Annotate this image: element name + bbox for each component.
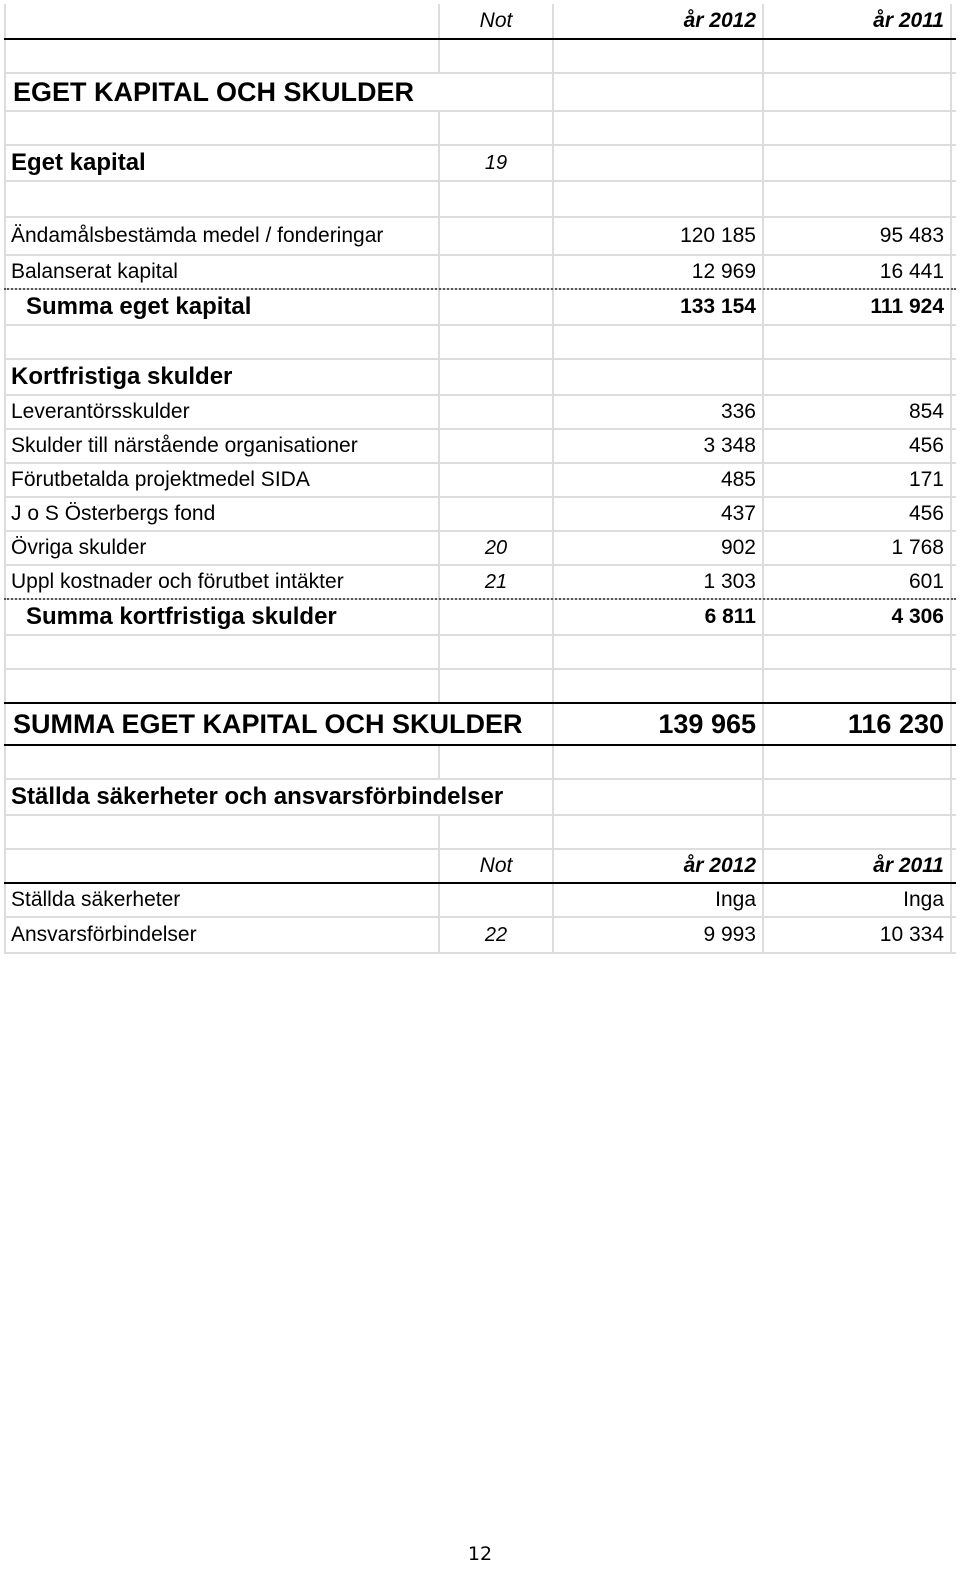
spacer-row [4, 112, 956, 146]
row-note: 21 [440, 566, 554, 598]
sum-value-2011: 4 306 [764, 600, 952, 634]
row-value-2011: 456 [764, 430, 952, 462]
header-not: Not [440, 850, 554, 882]
spacer-row [4, 326, 956, 360]
header-not: Not [440, 4, 554, 38]
sum-value-2011: 111 924 [764, 290, 952, 324]
row-value-2011: 456 [764, 498, 952, 530]
table-row [4, 218, 956, 256]
spacer-row [4, 746, 956, 780]
page-number: 12 [467, 1543, 493, 1565]
row-value-2012: 3 348 [554, 430, 764, 462]
sum-value-2012: 133 154 [554, 290, 764, 324]
header-year-2011: år 2011 [764, 4, 952, 38]
pledged-heading: Ställda säkerheter och ansvarsförbindelser [4, 780, 554, 814]
row-value-2011: 1 768 [764, 532, 952, 564]
grand-total-2011: 116 230 [764, 704, 952, 744]
spacer-row [4, 670, 956, 704]
table-row [4, 498, 956, 532]
row-value-2011: 16 441 [764, 256, 952, 288]
row-note [440, 430, 554, 462]
header-year-2011: år 2011 [764, 850, 952, 882]
balance-sheet [4, 4, 956, 954]
row-value-2012: 902 [554, 532, 764, 564]
header-year-2012: år 2012 [554, 4, 764, 38]
row-label: Ansvarsförbindelser [4, 918, 440, 952]
row-note [440, 218, 554, 254]
row-label: Leverantörsskulder [4, 396, 440, 428]
table-row [4, 532, 956, 566]
table-row [4, 430, 956, 464]
sum-label: Summa kortfristiga skulder [4, 600, 440, 634]
row-value-2011: 10 334 [764, 918, 952, 952]
equity-note: 19 [440, 146, 554, 180]
pledged-heading-row [4, 780, 956, 816]
short-term-heading-row [4, 360, 956, 396]
row-value-2011: Inga [764, 884, 952, 916]
row-label: Ändamålsbestämda medel / fonderingar [4, 218, 440, 254]
row-value-2012: 120 185 [554, 218, 764, 254]
page-title: EGET KAPITAL OCH SKULDER [4, 74, 554, 110]
sum-label: Summa eget kapital [4, 290, 440, 324]
sum-value-2012: 6 811 [554, 600, 764, 634]
spacer-row [4, 816, 956, 850]
row-note [440, 464, 554, 496]
row-label: Förutbetalda projektmedel SIDA [4, 464, 440, 496]
pledged-column-header-row [4, 850, 956, 884]
short-term-heading: Kortfristiga skulder [4, 360, 440, 394]
row-label: Uppl kostnader och förutbet intäkter [4, 566, 440, 598]
row-value-2012: 437 [554, 498, 764, 530]
row-label: Skulder till närstående organisationer [4, 430, 440, 462]
row-note: 22 [440, 918, 554, 952]
row-value-2011: 601 [764, 566, 952, 598]
row-note: 20 [440, 532, 554, 564]
row-label: Övriga skulder [4, 532, 440, 564]
column-header-row [4, 4, 956, 40]
row-value-2012: 1 303 [554, 566, 764, 598]
row-value-2012: 336 [554, 396, 764, 428]
table-row [4, 464, 956, 498]
grand-total-label: SUMMA EGET KAPITAL OCH SKULDER [4, 704, 554, 744]
table-row [4, 566, 956, 600]
equity-sum-row [4, 290, 956, 326]
grand-total-row [4, 704, 956, 746]
row-label: Ställda säkerheter [4, 884, 440, 916]
row-note [440, 884, 554, 916]
table-row [4, 256, 956, 290]
spacer-row [4, 40, 956, 74]
spacer-row [4, 636, 956, 670]
row-note [440, 396, 554, 428]
title-row [4, 74, 956, 112]
row-value-2011: 171 [764, 464, 952, 496]
table-row [4, 396, 956, 430]
row-value-2012: Inga [554, 884, 764, 916]
row-value-2012: 9 993 [554, 918, 764, 952]
row-value-2012: 12 969 [554, 256, 764, 288]
equity-heading-row [4, 146, 956, 182]
row-value-2011: 854 [764, 396, 952, 428]
equity-heading: Eget kapital [4, 146, 440, 180]
row-note [440, 256, 554, 288]
row-value-2011: 95 483 [764, 218, 952, 254]
spacer-row [4, 182, 956, 218]
grand-total-2012: 139 965 [554, 704, 764, 744]
short-term-sum-row [4, 600, 956, 636]
header-year-2012: år 2012 [554, 850, 764, 882]
table-row [4, 884, 956, 918]
row-label: Balanserat kapital [4, 256, 440, 288]
row-note [440, 498, 554, 530]
row-label: J o S Österbergs fond [4, 498, 440, 530]
table-row [4, 918, 956, 954]
row-value-2012: 485 [554, 464, 764, 496]
